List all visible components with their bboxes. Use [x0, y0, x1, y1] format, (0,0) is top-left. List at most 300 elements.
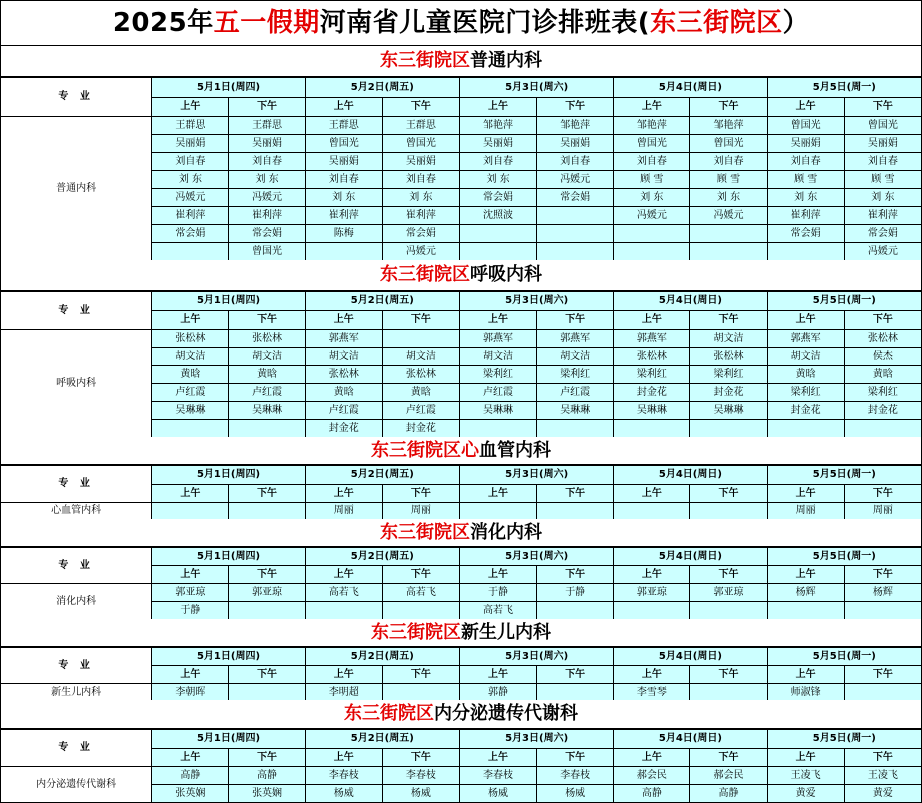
day-header: 5月3日(周六) — [459, 292, 613, 311]
doctor-cell: 王群思 — [229, 117, 305, 135]
doctor-cell: 刘 东 — [382, 189, 459, 207]
doctor-cell: 于静 — [152, 602, 229, 620]
doctor-cell — [690, 225, 767, 243]
am-header: 上午 — [459, 566, 536, 584]
doctor-cell: 吴琳琳 — [537, 402, 614, 420]
doctor-cell: 张英娴 — [229, 785, 305, 803]
schedule-table — [0, 547, 922, 620]
doctor-cell: 张松林 — [305, 366, 382, 384]
doctor-cell: 梁利红 — [767, 384, 844, 402]
doctor-cell: 刘自春 — [767, 153, 844, 171]
doctor-cell: 王凌飞 — [844, 767, 921, 785]
doctor-cell: 封金花 — [382, 420, 459, 438]
doctor-cell: 刘自春 — [459, 153, 536, 171]
doctor-cell: 胡文洁 — [382, 348, 459, 366]
doctor-cell: 梁利红 — [844, 384, 921, 402]
doctor-cell — [459, 503, 536, 520]
doctor-cell: 李明超 — [305, 684, 382, 702]
day-header: 5月5日(周一) — [767, 648, 921, 666]
doctor-cell: 吴琳琳 — [152, 402, 229, 420]
doctor-cell: 崔利萍 — [382, 207, 459, 225]
doctor-cell: 邹艳萍 — [690, 117, 767, 135]
doctor-cell: 吴丽娟 — [229, 135, 305, 153]
doctor-cell: 侯杰 — [844, 348, 921, 366]
doctor-cell: 常会娟 — [382, 225, 459, 243]
doctor-cell — [537, 207, 614, 225]
doctor-cell: 张松林 — [152, 330, 229, 348]
doctor-cell: 卢红霞 — [152, 384, 229, 402]
doctor-cell: 吴丽娟 — [459, 135, 536, 153]
day-header: 5月5日(周一) — [767, 292, 921, 311]
pm-header: 下午 — [537, 566, 614, 584]
doctor-cell: 冯媛元 — [152, 189, 229, 207]
am-header: 上午 — [305, 311, 382, 330]
doctor-cell: 吴丽娟 — [382, 153, 459, 171]
day-header-row — [1, 78, 922, 98]
doctor-cell — [229, 684, 305, 702]
doctor-cell: 刘自春 — [614, 153, 690, 171]
doctor-cell — [537, 602, 614, 620]
am-header: 上午 — [614, 566, 690, 584]
page-title — [0, 0, 922, 46]
section-title — [0, 437, 922, 465]
am-header: 上午 — [152, 566, 229, 584]
doctor-cell: 黄晗 — [229, 366, 305, 384]
doctor-cell: 刘 东 — [614, 189, 690, 207]
specialty-header: 专 业 — [1, 648, 152, 684]
schedule-table — [0, 291, 922, 438]
specialty-header: 专 业 — [1, 548, 152, 584]
pm-header: 下午 — [382, 311, 459, 330]
doctor-cell: 顾 雪 — [844, 171, 921, 189]
am-header: 上午 — [305, 485, 382, 503]
doctor-cell: 王群思 — [382, 117, 459, 135]
doctor-cell: 冯媛元 — [229, 189, 305, 207]
doctor-cell: 高若飞 — [382, 584, 459, 602]
doctor-cell: 吴丽娟 — [537, 135, 614, 153]
doctor-cell: 王凌飞 — [767, 767, 844, 785]
doctor-cell — [152, 243, 229, 261]
doctor-cell: 顾 雪 — [690, 171, 767, 189]
day-header: 5月1日(周四) — [152, 548, 305, 566]
doctor-cell: 邹艳萍 — [537, 117, 614, 135]
doctor-cell: 黄晗 — [152, 366, 229, 384]
doctor-cell: 周丽 — [844, 503, 921, 520]
doctor-cell: 刘 东 — [152, 171, 229, 189]
doctor-cell: 冯媛元 — [537, 171, 614, 189]
doctor-cell: 常会娟 — [229, 225, 305, 243]
section-dept: 普通内科 — [470, 50, 542, 71]
doctor-cell — [844, 420, 921, 438]
section-title — [0, 619, 922, 647]
doctor-cell — [537, 243, 614, 261]
pm-header: 下午 — [537, 311, 614, 330]
doctor-cell: 崔利萍 — [152, 207, 229, 225]
am-header: 上午 — [459, 749, 536, 767]
doctor-cell: 卢红霞 — [459, 384, 536, 402]
doctor-cell: 崔利萍 — [844, 207, 921, 225]
pm-header: 下午 — [690, 749, 767, 767]
doctor-cell: 陈梅 — [305, 225, 382, 243]
doctor-cell — [229, 503, 305, 520]
schedule-table — [0, 647, 922, 702]
section-campus: 东三街院区 — [380, 264, 470, 285]
doctor-cell: 郭燕军 — [537, 330, 614, 348]
doctor-cell: 刘自春 — [690, 153, 767, 171]
doctor-cell: 周丽 — [767, 503, 844, 520]
doctor-cell: 杨辉 — [767, 584, 844, 602]
doctor-cell: 郭亚琼 — [614, 584, 690, 602]
doctor-cell: 卢红霞 — [537, 384, 614, 402]
doctor-cell: 胡文洁 — [459, 348, 536, 366]
day-header-row — [1, 292, 922, 311]
am-header: 上午 — [614, 666, 690, 684]
section-campus: 东三街院区 — [380, 50, 470, 71]
section-title — [0, 46, 922, 77]
doctor-cell: 张松林 — [229, 330, 305, 348]
doctor-cell: 郭燕军 — [305, 330, 382, 348]
doctor-cell: 郭亚琼 — [690, 584, 767, 602]
pm-header: 下午 — [844, 566, 921, 584]
doctor-cell — [152, 503, 229, 520]
am-header: 上午 — [152, 749, 229, 767]
doctor-cell: 卢红霞 — [382, 402, 459, 420]
pm-header: 下午 — [844, 485, 921, 503]
doctor-cell: 胡文洁 — [305, 348, 382, 366]
doctor-cell: 刘 东 — [305, 189, 382, 207]
specialty-header: 专 业 — [1, 466, 152, 503]
doctor-cell — [614, 225, 690, 243]
pm-header: 下午 — [537, 98, 614, 117]
doctor-cell: 高若飞 — [305, 584, 382, 602]
doctor-cell: 杨威 — [459, 785, 536, 803]
pm-header: 下午 — [690, 98, 767, 117]
doctor-cell — [459, 225, 536, 243]
doctor-cell: 沈照波 — [459, 207, 536, 225]
doctor-cell — [614, 243, 690, 261]
day-header-row — [1, 648, 922, 666]
specialty-cell: 普通内科 — [1, 117, 152, 261]
doctor-cell: 刘自春 — [844, 153, 921, 171]
section-dept: 新生儿内科 — [461, 622, 551, 643]
doctor-cell: 周丽 — [382, 503, 459, 520]
doctor-cell: 胡文洁 — [690, 330, 767, 348]
doctor-cell: 杨威 — [382, 785, 459, 803]
doctor-cell: 吴琳琳 — [614, 402, 690, 420]
am-header: 上午 — [459, 666, 536, 684]
pm-header: 下午 — [537, 485, 614, 503]
doctor-cell: 高静 — [229, 767, 305, 785]
day-header: 5月1日(周四) — [152, 78, 305, 98]
specialty-cell: 呼吸内科 — [1, 330, 152, 438]
doctor-cell: 李朝晖 — [152, 684, 229, 702]
section-dept: 血管内科 — [479, 440, 551, 461]
doctor-cell: 常会娟 — [537, 189, 614, 207]
schedule-table — [0, 465, 922, 520]
day-header: 5月4日(周日) — [614, 78, 767, 98]
doctor-cell: 李春枝 — [382, 767, 459, 785]
section-dept: 内分泌遗传代谢科 — [434, 703, 578, 724]
pm-header: 下午 — [537, 666, 614, 684]
am-header: 上午 — [305, 666, 382, 684]
doctor-cell — [229, 602, 305, 620]
am-header: 上午 — [767, 666, 844, 684]
pm-header: 下午 — [690, 485, 767, 503]
doctor-cell: 刘自春 — [382, 171, 459, 189]
day-header: 5月1日(周四) — [152, 730, 305, 749]
am-header: 上午 — [152, 485, 229, 503]
doctor-cell: 梁利红 — [537, 366, 614, 384]
doctor-cell: 吴丽娟 — [844, 135, 921, 153]
schedule-table — [0, 77, 922, 261]
doctor-cell: 周丽 — [305, 503, 382, 520]
doctor-cell: 刘自春 — [537, 153, 614, 171]
doctor-cell: 邹艳萍 — [614, 117, 690, 135]
doctor-cell — [690, 420, 767, 438]
doctor-cell: 吴琳琳 — [229, 402, 305, 420]
doctor-cell — [690, 243, 767, 261]
doctor-cell: 杨辉 — [844, 584, 921, 602]
doctor-cell: 黄晗 — [844, 366, 921, 384]
am-header: 上午 — [767, 98, 844, 117]
doctor-cell — [844, 602, 921, 620]
doctor-cell — [305, 243, 382, 261]
doctor-cell: 常会娟 — [459, 189, 536, 207]
doctor-cell — [382, 684, 459, 702]
doctor-cell: 王群思 — [152, 117, 229, 135]
doctor-cell: 黄爱 — [767, 785, 844, 803]
section-campus: 东三街院区心 — [371, 440, 479, 461]
doctor-cell: 封金花 — [767, 402, 844, 420]
doctor-cell: 梁利红 — [614, 366, 690, 384]
doctor-cell: 黄晗 — [305, 384, 382, 402]
am-header: 上午 — [767, 566, 844, 584]
doctor-cell: 冯媛元 — [614, 207, 690, 225]
doctor-cell: 刘 东 — [844, 189, 921, 207]
day-header: 5月2日(周五) — [305, 648, 459, 666]
doctor-cell: 吴琳琳 — [690, 402, 767, 420]
doctor-cell: 曾国光 — [844, 117, 921, 135]
table-row — [1, 330, 922, 348]
doctor-cell — [382, 602, 459, 620]
table-row — [1, 684, 922, 702]
day-header: 5月3日(周六) — [459, 78, 613, 98]
am-header: 上午 — [767, 749, 844, 767]
doctor-cell — [537, 225, 614, 243]
am-header: 上午 — [459, 311, 536, 330]
day-header: 5月2日(周五) — [305, 548, 459, 566]
section-campus: 东三街院区 — [371, 622, 461, 643]
doctor-cell — [614, 602, 690, 620]
doctor-cell: 李春枝 — [537, 767, 614, 785]
day-header: 5月4日(周日) — [614, 466, 767, 485]
doctor-cell: 封金花 — [305, 420, 382, 438]
doctor-cell: 刘自春 — [229, 153, 305, 171]
section-title — [0, 519, 922, 547]
specialty-cell: 内分泌遗传代谢科 — [1, 767, 152, 803]
am-header: 上午 — [305, 749, 382, 767]
section-dept: 呼吸内科 — [470, 264, 542, 285]
section-campus: 东三街院区 — [380, 522, 470, 543]
am-header: 上午 — [767, 311, 844, 330]
doctor-cell — [767, 243, 844, 261]
day-header: 5月3日(周六) — [459, 466, 613, 485]
day-header-row — [1, 730, 922, 749]
specialty-header: 专 业 — [1, 730, 152, 767]
pm-header: 下午 — [844, 98, 921, 117]
doctor-cell — [459, 243, 536, 261]
schedule-table — [0, 729, 922, 803]
doctor-cell: 吴琳琳 — [459, 402, 536, 420]
doctor-cell: 刘 东 — [767, 189, 844, 207]
doctor-cell: 冯媛元 — [690, 207, 767, 225]
am-header: 上午 — [152, 666, 229, 684]
doctor-cell: 卢红霞 — [305, 402, 382, 420]
pm-header: 下午 — [844, 749, 921, 767]
doctor-cell — [382, 330, 459, 348]
doctor-cell: 高静 — [614, 785, 690, 803]
doctor-cell: 冯媛元 — [844, 243, 921, 261]
doctor-cell: 曾国光 — [229, 243, 305, 261]
am-header: 上午 — [305, 98, 382, 117]
doctor-cell: 高静 — [690, 785, 767, 803]
doctor-cell: 杨威 — [305, 785, 382, 803]
doctor-cell: 郭燕军 — [459, 330, 536, 348]
am-header: 上午 — [459, 485, 536, 503]
day-header: 5月1日(周四) — [152, 648, 305, 666]
doctor-cell: 王群思 — [305, 117, 382, 135]
doctor-cell: 刘自春 — [305, 171, 382, 189]
doctor-cell: 杨威 — [537, 785, 614, 803]
day-header: 5月4日(周日) — [614, 730, 767, 749]
doctor-cell — [690, 684, 767, 702]
doctor-cell: 张松林 — [690, 348, 767, 366]
day-header: 5月1日(周四) — [152, 292, 305, 311]
doctor-cell: 邹艳萍 — [459, 117, 536, 135]
doctor-cell — [229, 420, 305, 438]
table-row — [1, 117, 922, 135]
doctor-cell: 梁利红 — [690, 366, 767, 384]
pm-header: 下午 — [382, 98, 459, 117]
specialty-header: 专 业 — [1, 78, 152, 117]
doctor-cell: 常会娟 — [767, 225, 844, 243]
section-campus: 东三街院区 — [344, 703, 434, 724]
table-row — [1, 767, 922, 785]
am-header: 上午 — [614, 98, 690, 117]
day-header-row — [1, 466, 922, 485]
day-header: 5月5日(周一) — [767, 548, 921, 566]
day-header: 5月5日(周一) — [767, 466, 921, 485]
day-header: 5月3日(周六) — [459, 648, 613, 666]
doctor-cell: 曾国光 — [614, 135, 690, 153]
day-header: 5月1日(周四) — [152, 466, 305, 485]
doctor-cell — [305, 602, 382, 620]
doctor-cell: 于静 — [459, 584, 536, 602]
am-header: 上午 — [614, 311, 690, 330]
doctor-cell: 李春枝 — [459, 767, 536, 785]
am-header: 上午 — [152, 98, 229, 117]
doctor-cell: 胡文洁 — [229, 348, 305, 366]
doctor-cell: 黄爱 — [844, 785, 921, 803]
doctor-cell: 张英娴 — [152, 785, 229, 803]
doctor-cell: 黄晗 — [767, 366, 844, 384]
pm-header: 下午 — [229, 666, 305, 684]
day-header: 5月5日(周一) — [767, 730, 921, 749]
section-title — [0, 260, 922, 291]
day-header: 5月4日(周日) — [614, 548, 767, 566]
day-header: 5月3日(周六) — [459, 730, 613, 749]
pm-header: 下午 — [690, 566, 767, 584]
pm-header: 下午 — [382, 566, 459, 584]
doctor-cell: 胡文洁 — [152, 348, 229, 366]
am-header: 上午 — [614, 749, 690, 767]
doctor-cell: 郭亚琼 — [152, 584, 229, 602]
title-holiday: 五一假期 — [213, 8, 320, 38]
pm-header: 下午 — [229, 485, 305, 503]
pm-header: 下午 — [382, 666, 459, 684]
doctor-cell: 常会娟 — [152, 225, 229, 243]
section-dept: 消化内科 — [470, 522, 542, 543]
doctor-cell: 李雪琴 — [614, 684, 690, 702]
doctor-cell: 高若飞 — [459, 602, 536, 620]
doctor-cell: 封金花 — [614, 384, 690, 402]
doctor-cell: 于静 — [537, 584, 614, 602]
doctor-cell — [844, 684, 921, 702]
doctor-cell: 郝会民 — [614, 767, 690, 785]
pm-header: 下午 — [229, 749, 305, 767]
doctor-cell: 崔利萍 — [767, 207, 844, 225]
am-header: 上午 — [305, 566, 382, 584]
doctor-cell: 张松林 — [614, 348, 690, 366]
doctor-cell — [614, 503, 690, 520]
doctor-cell — [537, 503, 614, 520]
pm-header: 下午 — [229, 566, 305, 584]
specialty-cell: 新生儿内科 — [1, 684, 152, 702]
day-header: 5月3日(周六) — [459, 548, 613, 566]
doctor-cell: 曾国光 — [767, 117, 844, 135]
pm-header: 下午 — [229, 98, 305, 117]
doctor-cell: 李春枝 — [305, 767, 382, 785]
doctor-cell: 黄晗 — [382, 384, 459, 402]
doctor-cell — [690, 602, 767, 620]
doctor-cell: 崔利萍 — [229, 207, 305, 225]
day-header: 5月2日(周五) — [305, 78, 459, 98]
doctor-cell: 郝会民 — [690, 767, 767, 785]
pm-header: 下午 — [382, 749, 459, 767]
specialty-header: 专 业 — [1, 292, 152, 330]
doctor-cell: 曾国光 — [382, 135, 459, 153]
title-hospital: 河南省儿童医院门诊排班表( — [319, 8, 651, 38]
day-header-row — [1, 548, 922, 566]
day-header: 5月2日(周五) — [305, 292, 459, 311]
doctor-cell: 张松林 — [844, 330, 921, 348]
pm-header: 下午 — [382, 485, 459, 503]
am-header: 上午 — [152, 311, 229, 330]
doctor-cell: 张松林 — [382, 366, 459, 384]
pm-header: 下午 — [229, 311, 305, 330]
specialty-cell: 消化内科 — [1, 584, 152, 620]
pm-header: 下午 — [690, 666, 767, 684]
title-campus: 东三街院区 — [650, 8, 783, 38]
doctor-cell — [537, 420, 614, 438]
doctor-cell: 冯媛元 — [382, 243, 459, 261]
doctor-cell: 郭燕军 — [614, 330, 690, 348]
doctor-cell: 胡文洁 — [537, 348, 614, 366]
doctor-cell: 刘 东 — [229, 171, 305, 189]
doctor-cell — [537, 684, 614, 702]
doctor-cell: 师淑锋 — [767, 684, 844, 702]
doctor-cell: 吴丽娟 — [305, 153, 382, 171]
